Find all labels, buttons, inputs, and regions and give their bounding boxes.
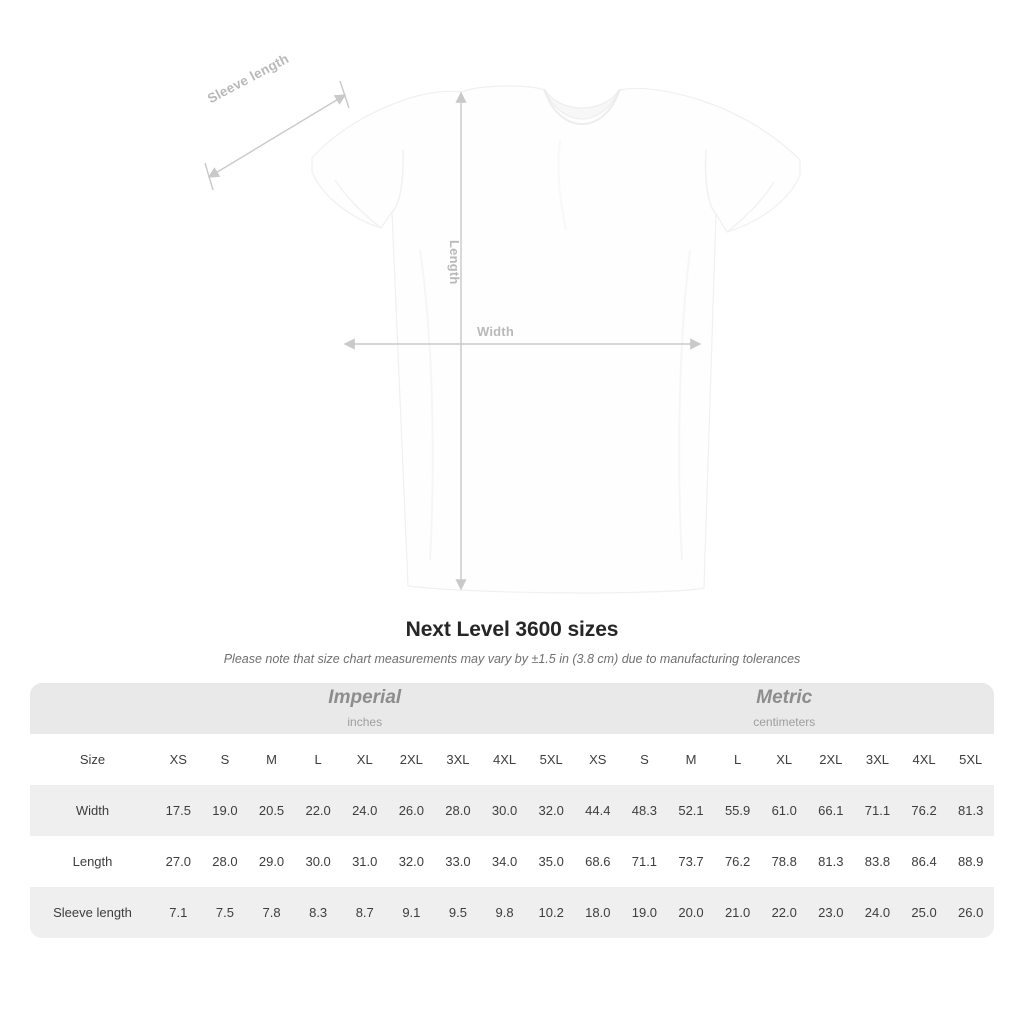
table-cell: 31.0 [341, 836, 388, 887]
table-cell: 24.0 [341, 785, 388, 836]
table-cell: 55.9 [714, 785, 761, 836]
size-table-wrapper [0, 683, 1024, 938]
table-cell: 17.5 [155, 785, 202, 836]
table-cell: 35.0 [528, 836, 575, 887]
table-cell: 7.5 [202, 887, 249, 938]
row-label: Sleeve length [30, 887, 155, 938]
table-cell: 20.0 [668, 887, 715, 938]
table-cell: 44.4 [574, 785, 621, 836]
size-table [30, 683, 994, 938]
size-header-cell: 3XL [854, 734, 901, 785]
size-header-cell: XS [574, 734, 621, 785]
sleeve-length-label: Sleeve length [205, 50, 292, 107]
size-header-row [30, 734, 994, 785]
width-label: Width [477, 324, 514, 339]
size-header-cell: 5XL [947, 734, 994, 785]
table-cell: 28.0 [435, 785, 482, 836]
table-cell: 34.0 [481, 836, 528, 887]
table-cell: 18.0 [574, 887, 621, 938]
table-cell: 9.8 [481, 887, 528, 938]
table-cell: 19.0 [202, 785, 249, 836]
size-header-cell: 3XL [435, 734, 482, 785]
unit-group-row [30, 683, 994, 734]
table-cell: 71.1 [854, 785, 901, 836]
table-cell: 71.1 [621, 836, 668, 887]
table-cell: 19.0 [621, 887, 668, 938]
size-header-cell: 2XL [808, 734, 855, 785]
table-cell: 81.3 [808, 836, 855, 887]
table-cell: 7.1 [155, 887, 202, 938]
unit-group-imperial-sub: inches [347, 714, 383, 729]
size-header-cell: 5XL [528, 734, 575, 785]
table-cell: 9.5 [435, 887, 482, 938]
table-cell: 68.6 [574, 836, 621, 887]
table-cell: 73.7 [668, 836, 715, 887]
row-label: Width [30, 785, 155, 836]
size-header-cell: XL [761, 734, 808, 785]
title-block [0, 618, 1024, 666]
table-row [30, 785, 994, 836]
size-header-cell: 4XL [901, 734, 948, 785]
unit-group-metric [574, 683, 994, 734]
table-cell: 81.3 [947, 785, 994, 836]
table-cell: 30.0 [295, 836, 342, 887]
table-cell: 61.0 [761, 785, 808, 836]
table-cell: 28.0 [202, 836, 249, 887]
table-cell: 10.2 [528, 887, 575, 938]
row-label: Length [30, 836, 155, 887]
table-cell: 22.0 [761, 887, 808, 938]
table-cell: 22.0 [295, 785, 342, 836]
unit-corner-cell [30, 683, 155, 734]
table-cell: 88.9 [947, 836, 994, 887]
table-row [30, 836, 994, 887]
table-cell: 20.5 [248, 785, 295, 836]
table-cell: 52.1 [668, 785, 715, 836]
size-header-cell: S [202, 734, 249, 785]
table-cell: 7.8 [248, 887, 295, 938]
size-header-cell: M [668, 734, 715, 785]
table-cell: 86.4 [901, 836, 948, 887]
table-cell: 21.0 [714, 887, 761, 938]
table-cell: 26.0 [388, 785, 435, 836]
table-cell: 24.0 [854, 887, 901, 938]
size-header-cell: XL [341, 734, 388, 785]
table-cell: 48.3 [621, 785, 668, 836]
table-cell: 76.2 [901, 785, 948, 836]
table-cell: 83.8 [854, 836, 901, 887]
shirt-body-shape [312, 86, 800, 593]
size-header-label: Size [30, 734, 155, 785]
table-cell: 33.0 [435, 836, 482, 887]
size-header-cell: XS [155, 734, 202, 785]
table-cell: 8.7 [341, 887, 388, 938]
table-cell: 32.0 [528, 785, 575, 836]
tolerance-note: Please note that size chart measurements may vary by ±1.5 in (3.8 cm) due to manufacturing tolerances [223, 652, 801, 666]
size-header-cell: L [295, 734, 342, 785]
table-cell: 76.2 [714, 836, 761, 887]
table-row [30, 887, 994, 938]
table-cell: 29.0 [248, 836, 295, 887]
size-header-cell: 4XL [481, 734, 528, 785]
unit-group-imperial [155, 683, 574, 734]
table-cell: 9.1 [388, 887, 435, 938]
table-cell: 26.0 [947, 887, 994, 938]
table-cell: 23.0 [808, 887, 855, 938]
table-cell: 32.0 [388, 836, 435, 887]
size-header-cell: M [248, 734, 295, 785]
page-title: Next Level 3600 sizes [405, 618, 619, 641]
table-cell: 30.0 [481, 785, 528, 836]
size-header-cell: L [714, 734, 761, 785]
table-cell: 8.3 [295, 887, 342, 938]
table-cell: 78.8 [761, 836, 808, 887]
unit-group-imperial-name: Imperial [328, 687, 402, 709]
table-cell: 66.1 [808, 785, 855, 836]
table-cell: 25.0 [901, 887, 948, 938]
size-header-cell: 2XL [388, 734, 435, 785]
unit-group-metric-sub: centimeters [753, 714, 816, 729]
size-header-cell: S [621, 734, 668, 785]
length-label: Length [447, 240, 462, 285]
table-cell: 27.0 [155, 836, 202, 887]
unit-group-metric-name: Metric [756, 687, 813, 709]
